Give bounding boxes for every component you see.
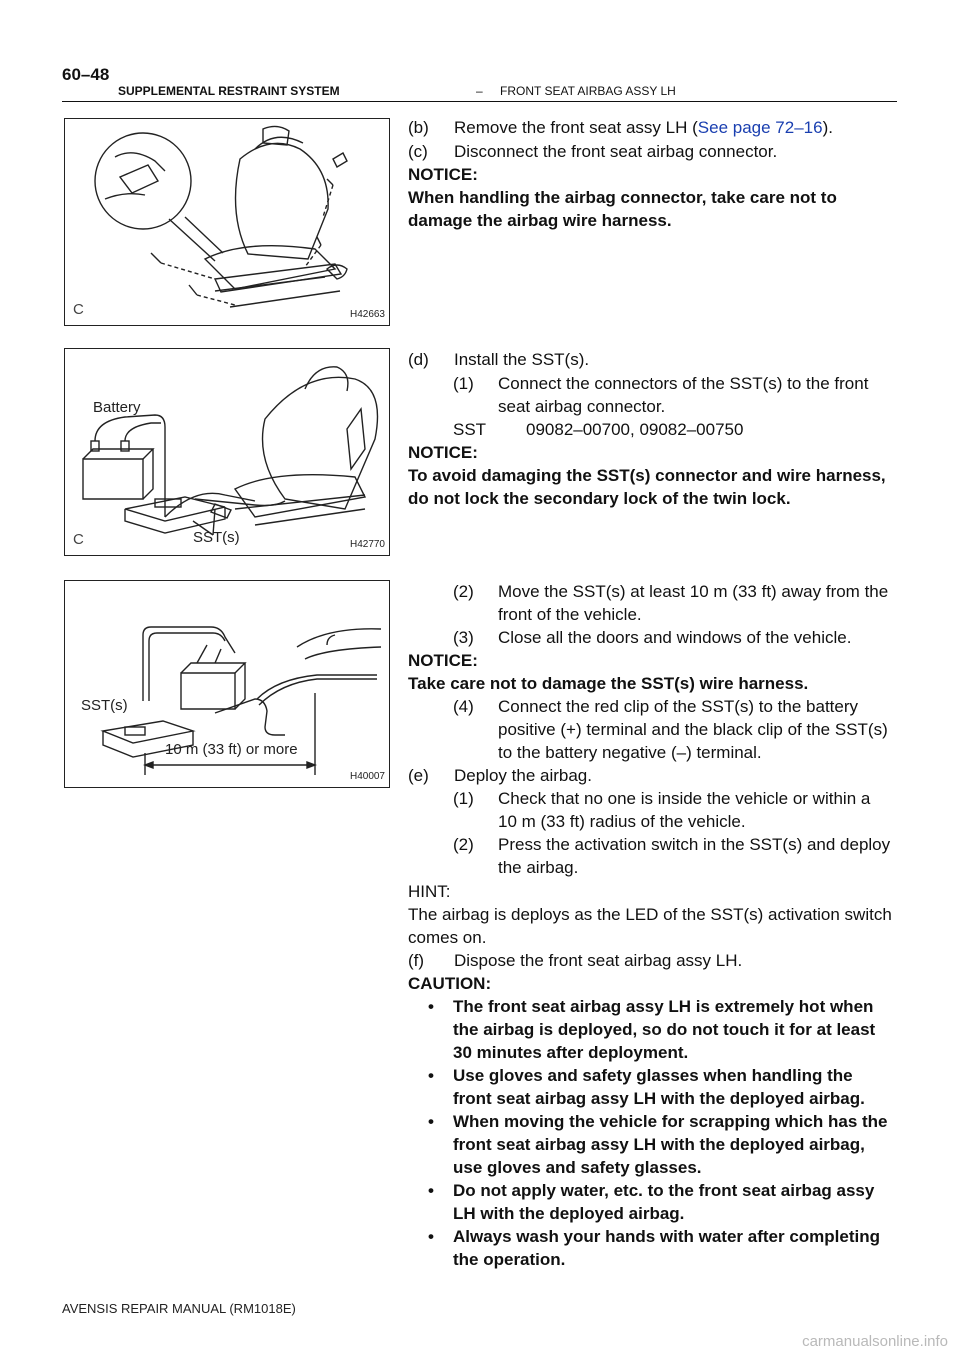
figure-code: H42663	[349, 309, 385, 320]
step-b-text	[454, 116, 833, 139]
substep-text: Close all the doors and windows of the vehicle.	[498, 628, 852, 647]
caution-text: 30 minutes after deployment.	[453, 1043, 689, 1062]
caution-text: Do not apply water, etc. to the front seat airbag assy	[453, 1181, 875, 1200]
step-d-marker: (d)	[408, 350, 429, 369]
substep-marker: (2)	[453, 835, 474, 854]
caution-text: When moving the vehicle for scrapping which has the	[453, 1112, 888, 1131]
notice-text: Take care not to damage the SST(s) wire harness.	[408, 674, 809, 693]
substep-marker: (4)	[453, 697, 474, 716]
step-e-text: Deploy the airbag.	[454, 766, 592, 785]
page-number: 60–48	[62, 65, 110, 84]
section-title: SUPPLEMENTAL RESTRAINT SYSTEM	[118, 84, 340, 98]
substep-marker: (3)	[453, 628, 474, 647]
caution-text: The front seat airbag assy LH is extremely hot when	[453, 997, 874, 1016]
sst-install-illustration	[65, 349, 389, 555]
sst-label: SST(s)	[193, 529, 240, 546]
subsection-title: FRONT SEAT AIRBAG ASSY LH	[500, 84, 676, 98]
battery-label: Battery	[93, 399, 141, 416]
substep-text: 10 m (33 ft) radius of the vehicle.	[498, 812, 746, 831]
step-b-close: ).	[822, 118, 833, 137]
figure-corner-mark: C	[73, 301, 84, 318]
notice-heading: NOTICE:	[408, 443, 478, 462]
step-c-text: Disconnect the front seat airbag connector.	[454, 142, 778, 161]
step-f-marker: (f)	[408, 951, 425, 970]
caution-text: the operation.	[453, 1250, 566, 1269]
substep-text: positive (+) terminal and the black clip of the SST(s)	[498, 720, 888, 739]
caution-text: front seat airbag assy LH with the deployed airbag,	[453, 1135, 865, 1154]
figure-code: H40007	[349, 771, 385, 782]
step-c-marker: (c)	[408, 142, 428, 161]
notice-text: damage the airbag wire harness.	[408, 211, 672, 230]
substep-text: Press the activation switch in the SST(s) and deploy	[498, 835, 891, 854]
substep-text: Connect the red clip of the SST(s) to the battery	[498, 697, 859, 716]
substep-text: to the battery negative (–) terminal.	[498, 743, 762, 762]
substep-text: Connect the connectors of the SST(s) to the front	[498, 374, 869, 393]
sst-label: SST(s)	[81, 697, 128, 714]
substep-marker: (1)	[453, 374, 474, 393]
substep-text: the airbag.	[498, 858, 579, 877]
caution-heading: CAUTION:	[408, 974, 492, 993]
caution-text: Always wash your hands with water after completing	[453, 1227, 880, 1246]
seat-removal-illustration	[65, 119, 389, 325]
caution-text: use gloves and safety glasses.	[453, 1158, 702, 1177]
caution-text: front seat airbag assy LH with the deployed airbag.	[453, 1089, 865, 1108]
figure-sst-distance	[64, 580, 390, 788]
substep-text: Check that no one is inside the vehicle or within a	[498, 789, 871, 808]
hint-text: comes on.	[408, 928, 487, 947]
header-rule	[62, 101, 897, 102]
header-separator: –	[476, 84, 483, 98]
substep-text: front of the vehicle.	[498, 605, 642, 624]
bullet-icon: •	[428, 1227, 434, 1246]
manual-footer: AVENSIS REPAIR MANUAL (RM1018E)	[62, 1301, 296, 1316]
substep-text: Move the SST(s) at least 10 m (33 ft) away from the	[498, 582, 889, 601]
notice-text: do not lock the secondary lock of the twin lock.	[408, 489, 791, 508]
figure-seat-removal	[64, 118, 390, 326]
sst-label-text: SST	[453, 420, 487, 439]
hint-text: The airbag is deploys as the LED of the SST(s) activation switch	[408, 905, 892, 924]
bullet-icon: •	[428, 1112, 434, 1131]
notice-text: To avoid damaging the SST(s) connector and wire harness,	[408, 466, 886, 485]
step-f-text: Dispose the front seat airbag assy LH.	[454, 951, 743, 970]
see-page-link[interactable]: See page 72–16	[697, 118, 823, 137]
figure-sst-install	[64, 348, 390, 556]
substep-marker: (2)	[453, 582, 474, 601]
bullet-icon: •	[428, 1181, 434, 1200]
notice-heading: NOTICE:	[408, 651, 478, 670]
caution-text: LH with the deployed airbag.	[453, 1204, 685, 1223]
bullet-icon: •	[428, 997, 434, 1016]
step-d-text: Install the SST(s).	[454, 350, 590, 369]
step-e-marker: (e)	[408, 766, 429, 785]
watermark: carmanualsonline.info	[802, 1333, 948, 1350]
distance-label: 10 m (33 ft) or more	[165, 741, 298, 758]
substep-text: seat airbag connector.	[498, 397, 666, 416]
step-b-marker: (b)	[408, 118, 429, 137]
step-b-body: Remove the front seat assy LH (	[454, 118, 698, 137]
substep-marker: (1)	[453, 789, 474, 808]
bullet-icon: •	[428, 1066, 434, 1085]
caution-text: the airbag is deployed, so do not touch it for at least	[453, 1020, 876, 1039]
notice-heading: NOTICE:	[408, 165, 478, 184]
sst-numbers: 09082–00700, 09082–00750	[526, 420, 744, 439]
caution-text: Use gloves and safety glasses when handling the	[453, 1066, 853, 1085]
notice-text: When handling the airbag connector, take care not to	[408, 188, 837, 207]
hint-heading: HINT:	[408, 882, 451, 901]
figure-code: H42770	[349, 539, 385, 550]
figure-corner-mark: C	[73, 531, 84, 548]
